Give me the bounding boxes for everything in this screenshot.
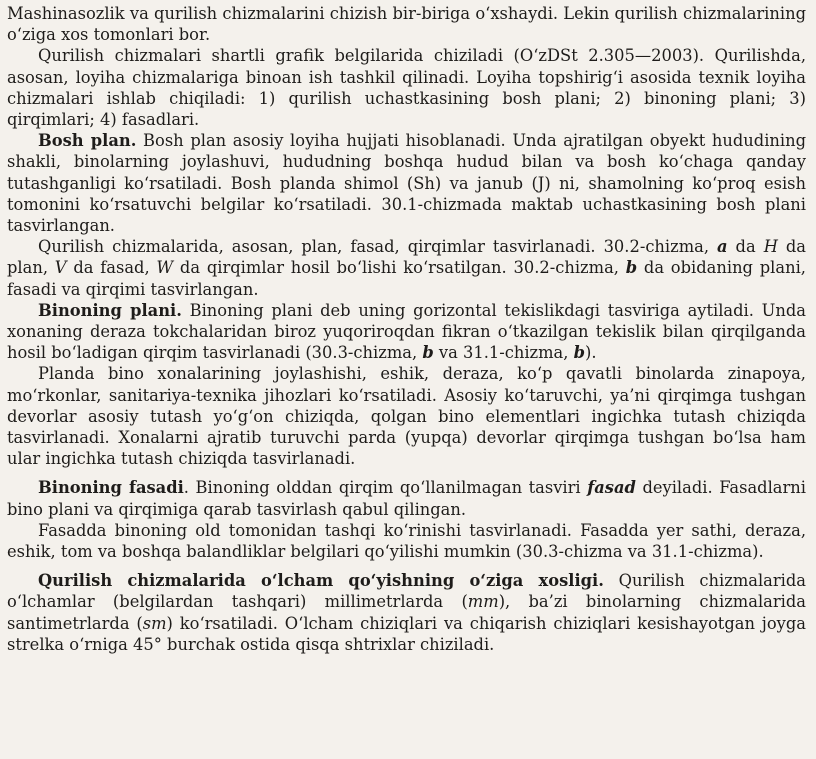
text-run: da obidaning plani, fasadi va qirqimi tasvirlangan. <box>7 258 806 299</box>
italic-letter: V <box>54 258 67 278</box>
text-run: da <box>727 237 764 257</box>
paragraph-intro <box>7 3 806 45</box>
unit-mm: mm <box>467 592 499 612</box>
text-run: va 31.1-chizma, <box>433 343 574 363</box>
text-run: . Binoning olddan qirqim qo‘llanilmagan tasviri <box>183 478 588 498</box>
paragraph-standards-text: Qurilish chizmalari shartli grafik belgilarida chiziladi (O‘zDSt 2.305—2003). Qurilishda, asosan, loyiha chizmalariga binoan ish tashkil qilinadi. Loyiha topshirig‘i asosida texnik loyiha chizmalari ishlab chiqiladi: 1) qurilish uchastkasining bosh plani; 2) binoning plani; 3) qirqimlari; 4) fasadlari. <box>7 46 806 130</box>
paragraph-facade-details-text: Fasadda binoning old tomonidan tashqi ko‘rinishi tasvirlanadi. Fasadda yer sathi, deraza, eshik, tom va boshqa balandliklar belgilari qo‘yilishi mumkin (30.3-chizma va 31.1-chizma). <box>7 520 806 562</box>
text-run: ) ko‘rsatiladi. O‘lcham chiziqlari va chiqarish chiziqlari kesishayotgan joyga strelka o‘rniga 45° burchak ostida qisqa shtrixlar chiziladi. <box>7 613 806 654</box>
italic-letter: b <box>625 258 638 278</box>
italic-letter: b <box>422 343 434 363</box>
text-run: ). <box>585 343 597 363</box>
italic-letter: a <box>717 237 728 257</box>
heading-facade: Binoning fasadi <box>38 478 184 498</box>
text-run: deyiladi. Fasadlarni bino plani va qirqimiga qarab tasvirlash qabul qilingan. <box>7 478 806 519</box>
paragraph-plan-details-text: Planda bino xonalarining joylashishi, eshik, deraza, ko‘p qavatli binolarda zinapoya, mo‘rkonlar, sanitariya-texnika jihozlari ko‘rsatiladi. Asosiy ko‘taruvchi, ya’ni qirqimga tushgan devorlar asosiy tutash yo‘g‘on chiziqda, qolgan bino elementlari ingichka tutash chiziqda tasvirlanadi. Xonalarni ajratib turuvchi parda (yupqa) devorlar qirqimga tushgan bo‘lsa ham ular ingichka tutash chiziqda tasvirlanadi. <box>7 364 806 469</box>
term-fasad: fasad <box>587 478 636 498</box>
text-run: da plan, <box>7 237 807 278</box>
unit-sm: sm <box>142 613 167 633</box>
text-run: ), ba’zi binolarning chizmalarida santimetrlarda ( <box>7 592 806 633</box>
paragraph-site-plan <box>7 130 806 236</box>
italic-letter: b <box>573 343 586 363</box>
paragraph-intro-text: Mashinasozlik va qurilish chizmalarini chizish bir-biriga o‘xshaydi. Lekin qurilish chizmalarining o‘ziga xos tomonlari bor. <box>7 4 806 45</box>
paragraph-building-plan <box>7 300 806 364</box>
heading-site-plan: Bosh plan. <box>38 131 137 151</box>
text-run: da fasad, <box>66 258 157 278</box>
paragraph-plan-details <box>7 363 806 469</box>
paragraph-views <box>7 236 806 300</box>
heading-building-plan: Binoning plani. <box>38 300 182 320</box>
text-run: Qurilish chizmalarida o‘lchamlar (belgilardan tashqari) millimetrlarda ( <box>7 571 806 612</box>
text-run: Qurilish chizmalarida, asosan, plan, fasad, qirqimlar tasvirlanadi. 30.2-chizma, <box>38 237 718 257</box>
paragraph-site-plan-text: Bosh plan asosiy loyiha hujjati hisoblanadi. Unda ajratilgan obyekt hududining shakli, binolarning joylashuvi, hududning boshqa hudud bilan va bosh ko‘chaga qanday tutashganligi ko‘rsatiladi. Bosh planda shimol (Sh) va janub (J) ni, shamolning ko‘proq esish tomonini ko‘rsatuvchi belgilar ko‘rsatiladi. 30.1-chizmada maktab uchastkasining bosh plani tasvirlangan. <box>7 131 807 236</box>
italic-letter: W <box>156 258 174 278</box>
text-run: Binoning plani deb uning gorizontal tekislikdagi tasviriga aytiladi. Unda xonaning deraza tokchalaridan biroz yuqoriroqdan fikran o‘tkazilgan tekislik bilan qirqilganda hosil bo‘ladigan qirqim tasvirlanadi (30.3-chizma, <box>7 300 806 363</box>
paragraph-facade <box>7 477 806 519</box>
text-run: da qirqimlar hosil bo‘lishi ko‘rsatilgan. 30.2-chizma, <box>173 258 626 278</box>
italic-letter: H <box>763 237 778 257</box>
paragraph-standards <box>7 45 806 130</box>
paragraph-dimensions <box>7 570 806 655</box>
paragraph-facade-details <box>7 520 806 562</box>
heading-dimensions: Qurilish chizmalarida o‘lcham qo‘yishning o‘ziga xosligi. <box>38 571 604 591</box>
